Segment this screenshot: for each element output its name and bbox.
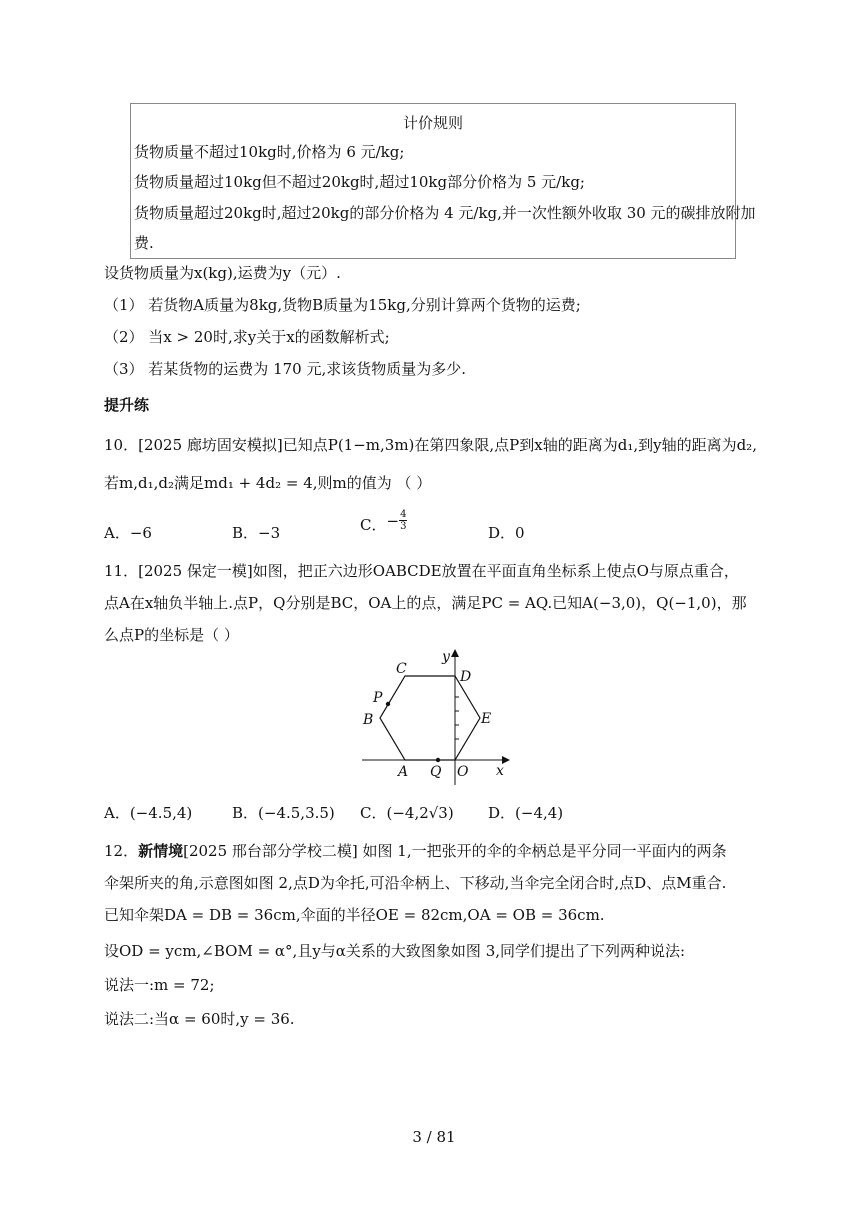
q10-option-b: B．−3 (232, 524, 281, 542)
label-c: C (396, 661, 407, 677)
q9-part-3: （3） 若某货物的运费为 170 元,求该货物质量为多少. (104, 360, 467, 378)
q10-option-c: C．− $\frac{4}{3}$ (360, 508, 407, 534)
q9-setup: 设货物质量为x(kg),运费为y（元）. (104, 264, 341, 282)
q11-line-2: 点A在x轴负半轴上.点P，Q分别是BC，OA上的点，满足PC = AQ.已知A(−3,0)，Q(−1,0)，那 (104, 594, 747, 612)
q12-line-3: 已知伞架DA = DB = 36cm,伞面的半径OE = 82cm,OA = OB = 36cm. (104, 906, 605, 924)
q11-option-a: A．(−4.5,4) (104, 804, 193, 822)
rules-line-4: 费. (134, 234, 154, 252)
point-q (436, 758, 440, 762)
q11-option-c: C．(−4,2√3) (360, 804, 454, 822)
q12-line-1 (104, 840, 727, 861)
q11-option-d: D．(−4,4) (488, 804, 564, 822)
q11-option-b: B．(−4.5,3.5) (232, 804, 335, 822)
label-a: A (398, 764, 409, 780)
rules-line-2: 货物质量超过10kg但不超过20kg时,超过10kg部分价格为 5 元/kg; (134, 173, 585, 191)
hexagon-figure (350, 645, 520, 785)
label-y: y (442, 649, 450, 665)
label-q: Q (430, 764, 442, 780)
q12-line-2: 伞架所夹的角,示意图如图 2,点D为伞托,可沿伞柄上、下移动,当伞完全闭合时,点D、点M重合. (104, 874, 727, 892)
label-x: x (496, 763, 504, 779)
rules-line-3: 货物质量超过20kg时,超过20kg的部分价格为 4 元/kg,并一次性额外收取 30 元的碳排放附加 (134, 204, 756, 222)
q10-line-1: 10．[2025 廊坊固安模拟]已知点P(1−m,3m)在第四象限,点P到x轴的距离为d₁,到y轴的距离为d₂, (104, 436, 757, 454)
label-b: B (363, 712, 374, 728)
label-d: D (460, 669, 472, 685)
rules-line-1: 货物质量不超过10kg时,价格为 6 元/kg; (134, 143, 405, 161)
label-e: E (481, 711, 492, 727)
label-o: O (457, 764, 469, 780)
page-number: 3 / 81 (412, 1128, 456, 1146)
q9-part-1: （1） 若货物A质量为8kg,货物B质量为15kg,分别计算两个货物的运费; (104, 296, 581, 314)
q11-line-1: 11．[2025 保定一模]如图，把正六边形OABCDE放置在平面直角坐标系上使点O与原点重合， (104, 562, 739, 580)
q12-line-5: 说法一:m = 72; (104, 976, 215, 994)
q12-line-6: 说法二:当α = 60时,y = 36. (104, 1010, 295, 1028)
section-title: 提升练 (104, 396, 150, 414)
q12-tag: 新情境 (138, 842, 184, 860)
q12-number: 12． (104, 842, 139, 860)
q9-part-2: （2） 当x > 20时,求y关于x的函数解析式; (104, 328, 390, 346)
q10-option-d: D．0 (488, 524, 525, 542)
q12-line-4: 设OD = ycm,∠BOM = α°,且y与α关系的大致图象如图 3,同学们提出了下列两种说法: (104, 942, 686, 960)
q10-line-2: 若m,d₁,d₂满足md₁ + 4d₂ = 4,则m的值为 （ ） (104, 474, 432, 492)
rules-title: 计价规则 (402, 114, 463, 132)
label-p: P (373, 690, 383, 706)
y-axis-arrow (451, 649, 459, 657)
q12-line-1-rest: [2025 邢台部分学校二模] 如图 1,一把张开的伞的伞柄总是平分同一平面内的两条 (183, 842, 727, 860)
hexagon (380, 676, 480, 760)
q11-line-3: 么点P的坐标是（ ） (104, 626, 239, 644)
point-p (386, 702, 390, 706)
q10-option-a: A．−6 (104, 524, 152, 542)
